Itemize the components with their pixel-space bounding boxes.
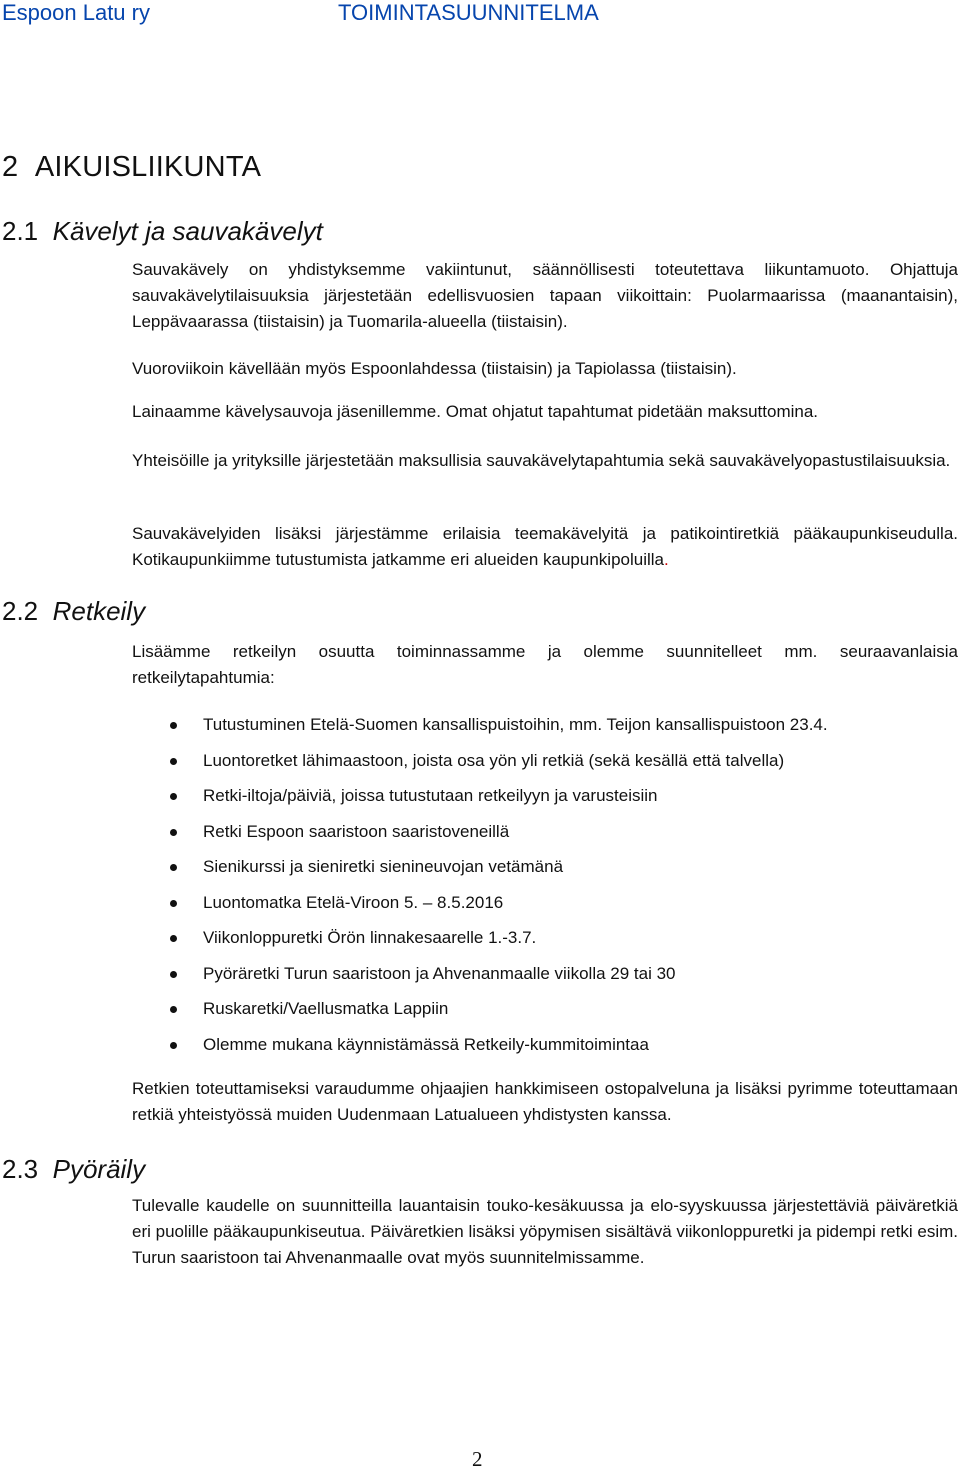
page-number: 2 <box>472 1447 483 1471</box>
bullet-icon <box>170 722 177 729</box>
list-item-text: Retki-iltoja/päiviä, joissa tutustutaan retkeilyyn ja varusteisiin <box>203 786 658 805</box>
list-item-text: Luontoretket lähimaastoon, joista osa yön yli retkiä (sekä kesällä että talvella) <box>203 750 785 770</box>
section-heading <box>2 150 261 184</box>
walking-paragraph-2: Vuoroviikoin kävellään myös Espoonlahdessa (tiistaisin) ja Tapiolassa (tiistaisin). <box>132 359 737 378</box>
list-item <box>160 890 950 926</box>
list-item <box>160 925 950 961</box>
list-item <box>160 1032 950 1068</box>
walking-paragraph-4: Yhteisöille ja yrityksille järjestetään maksullisia sauvakävelytapahtumia sekä sauvakävelyopastustilaisuuksia. <box>132 451 951 470</box>
walking-paragraph-5-text: Sauvakävelyiden lisäksi järjestämme erilaisia teemakävelyitä ja patikointiretkiä pääkaupunkiseudulla. Kotikaupunkiimme tutustumista jatkamme eri alueiden kaupunkipoluilla <box>132 524 958 569</box>
list-item-text: Pyöräretki Turun saaristoon ja Ahvenanmaalle viikolla 29 tai 30 <box>203 963 676 983</box>
subsection-number: 2.3 <box>2 1154 39 1184</box>
subsection-title: Kävelyt ja sauvakävelyt <box>52 216 323 246</box>
subsection-heading-cycling <box>2 1154 145 1184</box>
subsection-title: Pyöräily <box>52 1154 146 1184</box>
list-item-text: Luontomatka Etelä-Viroon 5. – 8.5.2016 <box>203 892 504 912</box>
list-item <box>160 819 950 855</box>
subsection-heading-walking <box>2 216 323 246</box>
bullet-icon <box>170 864 177 871</box>
walking-paragraph-1: Sauvakävely on yhdistyksemme vakiintunut, säännöllisesti toteutettava liikuntamuoto. Ohjattuja sauvakävelytilaisuuksia järjestetään edellisvuosien tapaan viikoittain: Puolarmaarissa (maanantaisin), Leppävaarassa (tiistaisin) ja Tuomarila-alueella (tiistaisin). <box>132 260 958 331</box>
bullet-icon <box>170 758 177 765</box>
bullet-icon <box>170 1042 177 1049</box>
list-item <box>160 854 950 890</box>
subsection-number: 2.1 <box>2 216 39 246</box>
list-item <box>160 783 950 819</box>
list-item <box>160 961 950 997</box>
subsection-title: Retkeily <box>52 596 146 626</box>
bullet-icon <box>170 935 177 942</box>
header-document-title: TOIMINTASUUNNITELMA <box>338 0 599 25</box>
bullet-icon <box>170 900 177 907</box>
list-item-text: Ruskaretki/Vaellusmatka Lappiin <box>203 999 449 1018</box>
walking-paragraph-5 <box>132 521 958 573</box>
list-item-text: Retki Espoon saaristoon saaristoveneillä <box>203 821 510 841</box>
cycling-paragraph: Tulevalle kaudelle on suunnitteilla lauantaisin touko-kesäkuussa ja elo-syyskuussa järjestettäviä päiväretkiä eri puolille pääkaupunkiseutua. Päiväretkien lisäksi yöpymisen sisältävä viikonloppuretki ja pidempi retki esim. Turun saaristoon tai Ahvenanmaalle ovat myös suunnitelmissamme. <box>132 1196 958 1267</box>
bullet-icon <box>170 793 177 800</box>
subsection-number: 2.2 <box>2 596 39 626</box>
walking-paragraph-3: Lainaamme kävelysauvoja jäsenillemme. Omat ohjatut tapahtumat pidetään maksuttomina. <box>132 402 819 421</box>
hiking-outro: Retkien toteuttamiseksi varaudumme ohjaajien hankkimiseen ostopalveluna ja lisäksi pyrimme toteuttamaan retkiä yhteistyössä muiden Uudenmaan Latualueen yhdistysten kanssa. <box>132 1079 958 1124</box>
list-item <box>160 712 950 748</box>
section-number: 2 <box>2 151 19 183</box>
bullet-icon <box>170 829 177 836</box>
hiking-intro: Lisäämme retkeilyn osuutta toiminnassamme ja olemme suunnitelleet mm. seuraavanlaisia retkeilytapahtumia: <box>132 642 958 687</box>
list-item-text: Sienikurssi ja sieniretki sienineuvojan vetämänä <box>203 857 564 876</box>
list-item <box>160 748 950 784</box>
hiking-event-list <box>160 712 950 1067</box>
list-item <box>160 996 950 1032</box>
trailing-dot: . <box>664 550 669 569</box>
bullet-icon <box>170 971 177 978</box>
list-item-text: Olemme mukana käynnistämässä Retkeily-kummitoimintaa <box>203 1034 649 1054</box>
section-title: AIKUISLIIKUNTA <box>34 151 262 183</box>
bullet-icon <box>170 1006 177 1013</box>
subsection-heading-hiking <box>2 596 145 626</box>
list-item-text: Tutustuminen Etelä-Suomen kansallispuistoihin, mm. Teijon kansallispuistoon 23.4. <box>203 715 828 734</box>
list-item-text: Viikonloppuretki Örön linnakesaarelle 1.-3.7. <box>203 928 537 947</box>
header-org-name: Espoon Latu ry <box>2 0 150 25</box>
